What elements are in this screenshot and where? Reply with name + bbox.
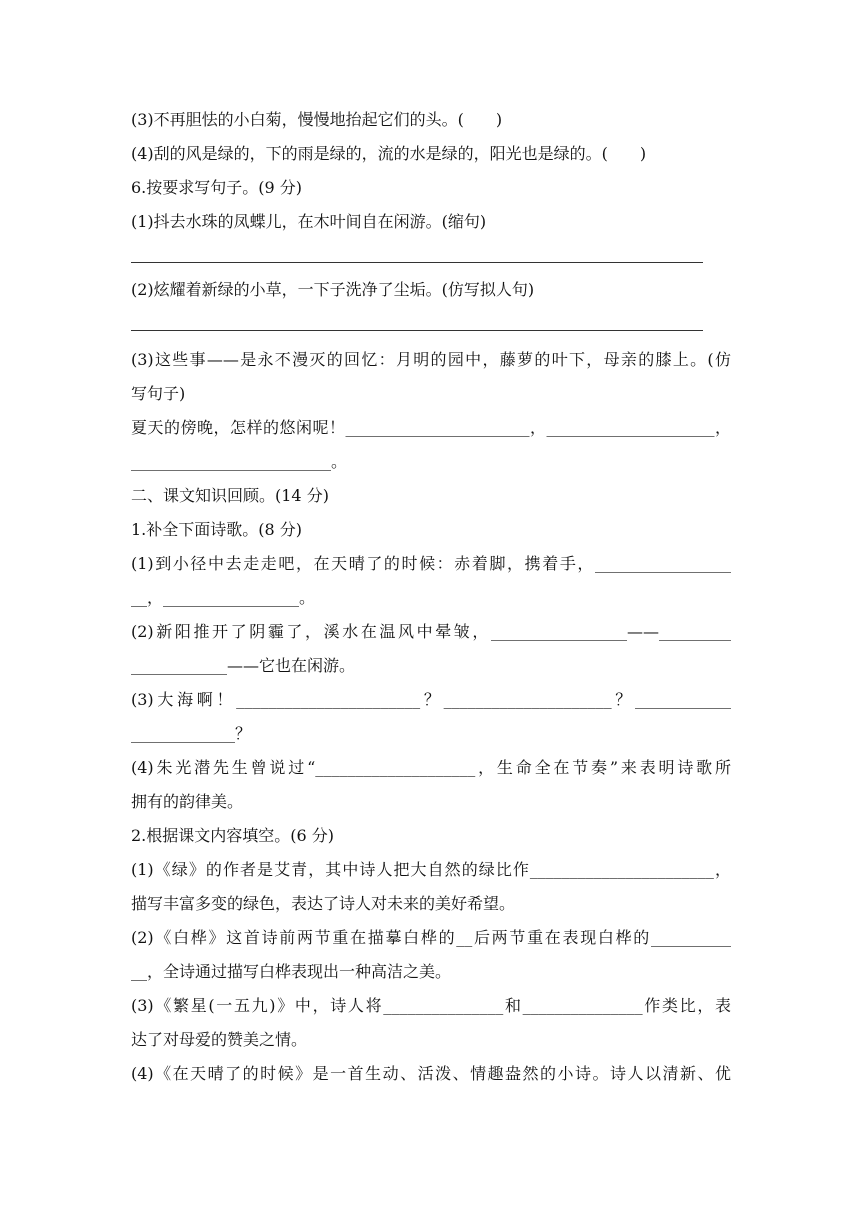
question-2-1-1-line2: __，_________________。	[131, 588, 316, 607]
question-2-2-4-line1: (4)《在天晴了的时候》是一首生动、活泼、情趣盎然的小诗。诗人以清新、优	[131, 1064, 731, 1083]
question-6-2: (2)炫耀着新绿的小草，一下子洗净了尘垢。(仿写拟人句)	[131, 280, 535, 299]
question-2-1-4-line1: (4)朱光潜先生曾说过“____________________，生命全在节奏”来表明诗歌所	[131, 758, 731, 777]
question-2-1-title: 1.补全下面诗歌。(8 分)	[131, 520, 303, 539]
question-6-title: 6.按要求写句子。(9 分)	[131, 178, 303, 197]
question-2-2-3-line2: 达了对母爱的赞美之情。	[131, 1030, 308, 1049]
section-2-title: 二、课文知识回顾。(14 分)	[131, 486, 329, 505]
question-2-2-1-line1: (1)《绿》的作者是艾青，其中诗人把大自然的绿比作_______________________，	[131, 860, 731, 879]
question-2-2-2-line2: __，全诗通过描写白桦表现出一种高洁之美。	[131, 962, 452, 981]
question-6-3-answer-line2: _________________________。	[131, 452, 348, 471]
question-2-2-1-line2: 描写丰富多变的绿色，表达了诗人对未来的美好希望。	[131, 894, 516, 913]
question-2-1-3-line1: (3)大海啊！_______________________？_____________________？____________	[131, 690, 731, 709]
question-2-2-title: 2.根据课文内容填空。(6 分)	[131, 826, 335, 845]
answer-line-6-1	[131, 262, 703, 263]
answer-line-6-2	[131, 330, 703, 331]
question-2-1-3-line2: _____________？	[131, 724, 252, 743]
question-6-1: (1)抖去水珠的凤蝶儿，在木叶间自在闲游。(缩句)	[131, 212, 487, 231]
question-6-3-line2: 写句子)	[131, 384, 186, 403]
question-2-1-4-line2: 拥有的韵律美。	[131, 792, 244, 811]
question-2-1-2-line2: ____________——它也在闲游。	[131, 656, 356, 675]
question-2-1-1-line1: (1)到小径中去走走吧，在天晴了的时候：赤着脚，携着手，_________________	[131, 554, 731, 573]
question-2-2-3-line1: (3)《繁星(一五九)》中，诗人将_______________和_______________作类比，表	[131, 996, 731, 1015]
question-5-3: (3)不再胆怯的小白菊，慢慢地抬起它们的头。( )	[131, 110, 503, 129]
question-5-4: (4)刮的风是绿的，下的雨是绿的，流的水是绿的，阳光也是绿的。( )	[131, 144, 647, 163]
question-6-3-answer-line1: 夏天的傍晚，怎样的悠闲呢！_______________________，_____________________，	[131, 418, 731, 437]
question-2-1-2-line1: (2)新阳推开了阴霾了，溪水在温风中晕皱，_________________——_________	[131, 622, 731, 641]
question-2-2-2-line1: (2)《白桦》这首诗前两节重在描摹白桦的__后两节重在表现白桦的__________	[131, 928, 731, 947]
question-6-3-line1: (3)这些事——是永不漫灭的回忆：月明的园中，藤萝的叶下，母亲的膝上。(仿	[131, 350, 731, 369]
